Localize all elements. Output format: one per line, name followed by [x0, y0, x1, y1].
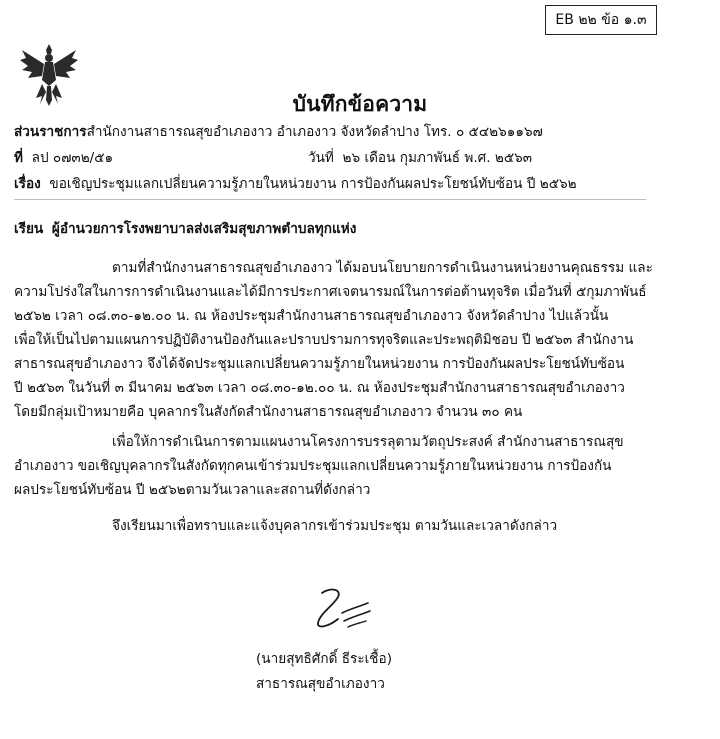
- body-line: ตามที่สำนักงานสาธารณสุขอำเภองาว ได้มอบนโยบายการดำเนินงานหน่วยงานคุณธรรม และ: [112, 260, 653, 276]
- body-line: โดยมีกลุ่มเป้าหมายคือ บุคลากรในสังกัดสำนักงานสาธารณสุขอำเภองาว จำนวน ๓๐ คน: [14, 404, 523, 420]
- body-line: ผลประโยชน์ทับซ้อน ปี ๒๕๖๒ตามวันเวลาและสถานที่ดังกล่าว: [14, 482, 371, 498]
- document-number-row: [14, 146, 113, 168]
- document-number-label: ที่: [14, 150, 23, 166]
- signer-position: สาธารณสุขอำเภองาว: [256, 676, 385, 692]
- department-label: ส่วนราชการ: [14, 124, 87, 140]
- salutation-label: เรียน: [14, 221, 44, 237]
- document-number-value: ลป ๐๗๓๒/๕๑: [31, 150, 114, 166]
- signer-name: (นายสุทธิศักดิ์ ธีระเชื้อ): [256, 651, 392, 667]
- body-line: สาธารณสุขอำเภองาว จึงได้จัดประชุมแลกเปลี่ยนความรู้ภายในหน่วยงาน การป้องกันผลประโยชน์ทับซ้อน: [14, 356, 625, 372]
- body-line: ๒๕๖๒ เวลา ๐๘.๓๐-๑๒.๐๐ น. ณ ห้องประชุมสำนักงานสาธารณสุขอำเภองาว จังหวัดลำปาง ไปแล้วนั้น: [14, 308, 609, 324]
- body-line: ปี ๒๕๖๓ ในวันที่ ๓ มีนาคม ๒๕๖๓ เวลา ๐๘.๓๐-๑๒.๐๐ น. ณ ห้องประชุมสำนักงานสาธารณสุขอำเภองาว: [14, 380, 625, 396]
- subject-label: เรื่อง: [14, 176, 41, 192]
- department-row: [14, 120, 543, 142]
- date-value: ๒๖ เดือน กุมภาพันธ์ พ.ศ. ๒๕๖๓: [342, 150, 533, 166]
- date-row: [308, 146, 532, 168]
- department-value: สำนักงานสาธารณสุขอำเภองาว อำเภองาว จังหวัดลำปาง โทร. ๐ ๕๔๒๖๑๑๖๗: [86, 124, 543, 140]
- handwritten-signature: [308, 583, 372, 631]
- subject-row: [14, 172, 577, 194]
- reference-box: EB ๒๒ ข้อ ๑.๓: [545, 5, 657, 35]
- body-line: เพื่อให้เป็นไปตามแผนการปฏิบัติงานป้องกันและปราบปรามการทุจริตและประพฤติมิชอบ ปี ๒๕๖๓ สำนักงาน: [14, 332, 634, 348]
- body-line: เพื่อให้การดำเนินการตามแผนงานโครงการบรรลุตามวัตถุประสงค์ สำนักงานสาธารณสุข: [112, 434, 624, 450]
- salutation-value: ผู้อำนวยการโรงพยาบาลส่งเสริมสุขภาพตำบลทุกแห่ง: [51, 221, 357, 237]
- memo-title: บันทึกข้อความ: [292, 92, 428, 116]
- closing-line: จึงเรียนมาเพื่อทราบและแจ้งบุคลากรเข้าร่วมประชุม ตามวันและเวลาดังกล่าว: [112, 518, 558, 534]
- date-label: วันที่: [308, 150, 334, 166]
- body-line: อำเภองาว ขอเชิญบุคลากรในสังกัดทุกคนเข้าร่วมประชุมแลกเปลี่ยนความรู้ภายในหน่วยงาน การป้องกัน: [14, 458, 612, 474]
- subject-value: ขอเชิญประชุมแลกเปลี่ยนความรู้ภายในหน่วยงาน การป้องกันผลประโยชน์ทับซ้อน ปี ๒๕๖๒: [49, 176, 577, 192]
- salutation: [14, 217, 356, 239]
- body-line: ความโปร่งใสในการการดำเนินงานและได้มีการประกาศเจตนารมณ์ในการต่อต้านทุจริต เมื่อวันที่ ๕กุมภาพันธ์: [14, 284, 647, 300]
- header-divider: [14, 199, 646, 200]
